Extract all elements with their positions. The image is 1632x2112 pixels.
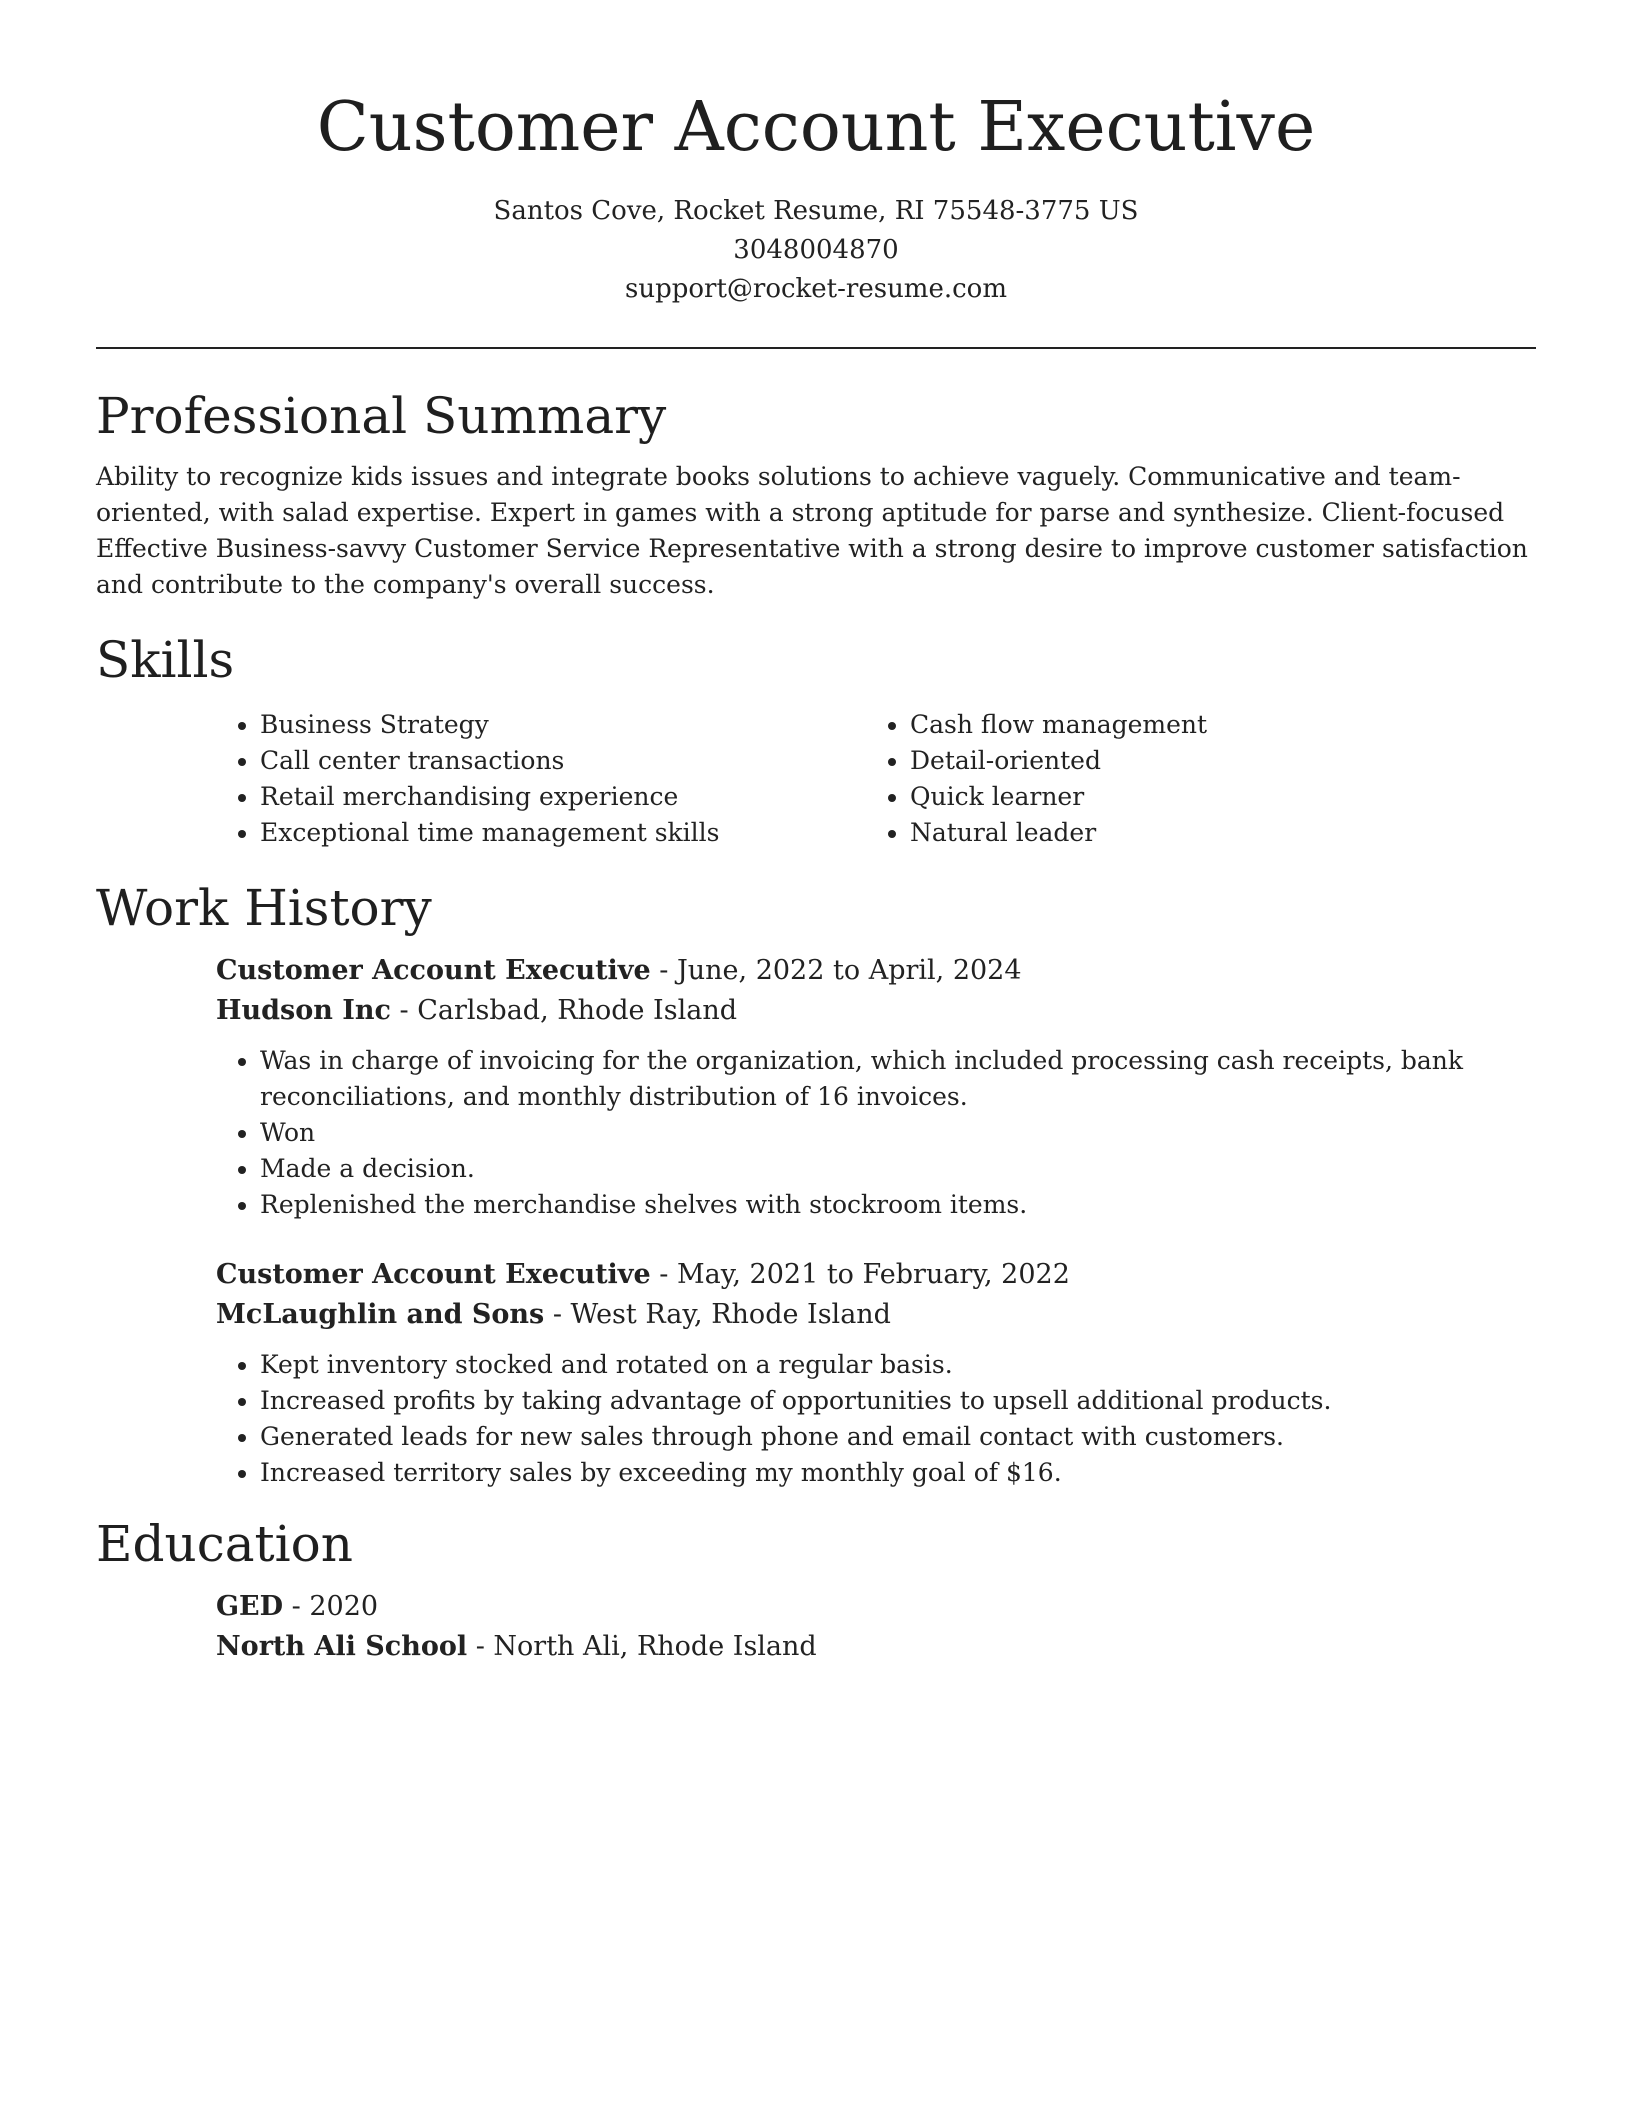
skills-list-right — [866, 707, 1516, 851]
skill-item: • Retail merchandising experience — [260, 779, 866, 815]
skills-columns — [216, 707, 1536, 851]
summary-heading: Professional Summary — [96, 387, 667, 445]
job-bullets — [216, 1347, 1536, 1491]
job-bullet: • Increased profits by taking advantage of opportunities to upsell additional products. — [260, 1383, 1536, 1419]
job-title: Customer Account Executive — [216, 1259, 651, 1290]
degree-year: - 2020 — [283, 1591, 379, 1622]
job-company-line — [216, 1295, 1536, 1335]
job-company-line — [216, 991, 1536, 1031]
resume-title: Customer Account Executive — [316, 88, 1316, 167]
skills-heading: Skills — [96, 631, 235, 689]
job-bullet: • Generated leads for new sales through phone and email contact with customers. — [260, 1419, 1536, 1455]
summary-section — [96, 385, 1536, 603]
school-line — [216, 1627, 1536, 1667]
skill-item: • Cash flow management — [910, 707, 1516, 743]
summary-text: Ability to recognize kids issues and integrate books solutions to achieve vaguely. Communicative and team-oriented, with salad expertise. Expert in games with a strong aptitude for parse and synthesize. Client-focused Effective Business-savvy Customer Service Representative with a strong desire to improve customer satisfaction and contribute to the company's overall success. — [96, 462, 1528, 599]
contact-address: Santos Cove, Rocket Resume, RI 75548-3775 US — [493, 196, 1139, 226]
job-bullet: • Made a decision. — [260, 1151, 1536, 1187]
header-divider — [96, 347, 1536, 349]
school-location: - North Ali, Rhode Island — [467, 1631, 817, 1662]
job-company: McLaughlin and Sons — [216, 1299, 545, 1330]
job-title-line — [216, 951, 1536, 991]
job-company: Hudson Inc — [216, 995, 391, 1026]
resume-header — [96, 0, 1536, 309]
contact-block — [96, 192, 1536, 309]
skill-item: • Detail-oriented — [910, 743, 1516, 779]
job-bullet: • Increased territory sales by exceeding my monthly goal of $16. — [260, 1455, 1536, 1491]
education-entry — [216, 1587, 1536, 1667]
education-heading: Education — [96, 1515, 353, 1573]
job-bullet: • Kept inventory stocked and rotated on a regular basis. — [260, 1347, 1536, 1383]
job-bullets — [216, 1043, 1536, 1223]
skills-list-left — [216, 707, 866, 851]
skill-item: • Natural leader — [910, 815, 1516, 851]
degree-line — [216, 1587, 1536, 1627]
degree-name: GED — [216, 1591, 284, 1622]
job-entry — [216, 951, 1536, 1223]
job-bullet: • Was in charge of invoicing for the organization, which included processing cash receipts, bank reconciliations, and monthly distribution of 16 invoices. — [260, 1043, 1536, 1115]
job-bullet: • Won — [260, 1115, 1536, 1151]
work-heading: Work History — [96, 879, 432, 937]
skill-item: • Business Strategy — [260, 707, 866, 743]
job-title-line — [216, 1255, 1536, 1295]
skills-section — [96, 629, 1536, 851]
skill-item: • Call center transactions — [260, 743, 866, 779]
education-section — [96, 1513, 1536, 1667]
skill-item: • Exceptional time management skills — [260, 815, 866, 851]
job-location: - Carlsbad, Rhode Island — [390, 995, 737, 1026]
job-bullet: • Replenished the merchandise shelves with stockroom items. — [260, 1187, 1536, 1223]
job-dates: - May, 2021 to February, 2022 — [650, 1259, 1070, 1290]
job-location: - West Ray, Rhode Island — [544, 1299, 891, 1330]
job-title: Customer Account Executive — [216, 955, 651, 986]
job-entry — [216, 1255, 1536, 1491]
work-section — [96, 877, 1536, 1491]
job-dates: - June, 2022 to April, 2024 — [650, 955, 1022, 986]
skill-item: • Quick learner — [910, 779, 1516, 815]
contact-phone: 3048004870 — [733, 235, 899, 265]
school-name: North Ali School — [216, 1631, 468, 1662]
contact-email: support@rocket-resume.com — [624, 274, 1007, 304]
